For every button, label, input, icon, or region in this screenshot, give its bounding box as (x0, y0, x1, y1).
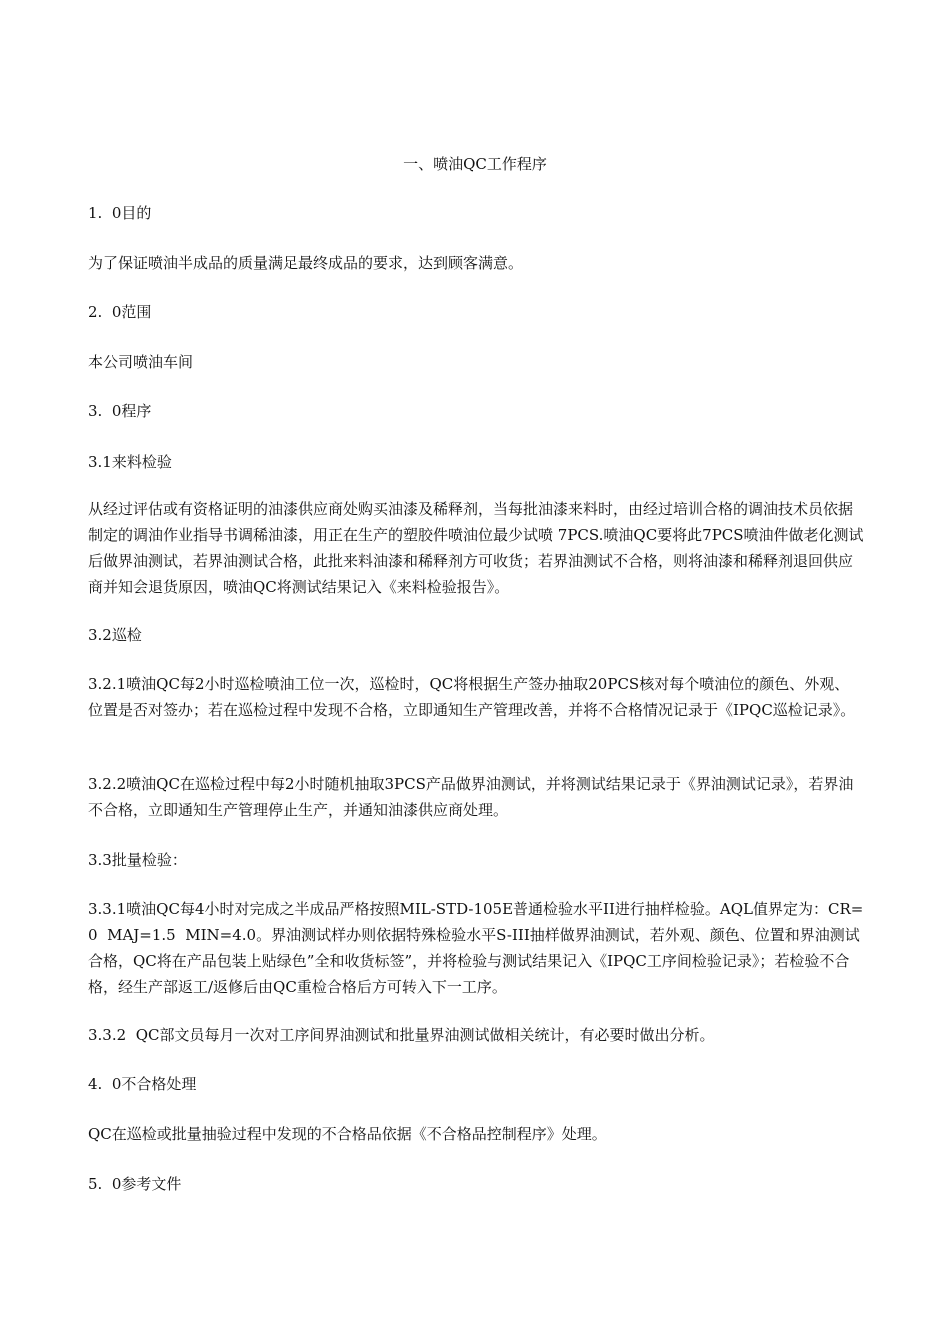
subsection-heading: 3.2巡检 (88, 626, 142, 644)
paragraph: 3.3.1喷油QC每4小时对完成之半成品严格按照MIL-STD-105E普通检验水平II进行抽样检验。AQL值界定为：CR=0 MAJ=1.5 MIN=4.0。界油测试样办则依据特殊检验水平S-III抽样做界油测试，若外观、颜色、位置和界油测试合格，QC将在产品包装上贴绿色”全和收货标签”，并将检验与测试结果记入《IPQC工序间检验记录》；若检验不合格，经生产部返工/返修后由QC重检合格后方可转入下一工序。 (88, 900, 864, 996)
paragraph: 3.2.2喷油QC在巡检过程中每2小时随机抽取3PCS产品做界油测试，并将测试结果记录于《界油测试记录》，若界油不合格，立即通知生产管理停止生产，并通知油漆供应商处理。 (88, 775, 854, 819)
paragraph: 从经过评估或有资格证明的油漆供应商处购买油漆及稀释剂，当每批油漆来料时，由经过培训合格的调油技术员依据制定的调油作业指导书调稀油漆，用正在生产的塑胶件喷油位最少试喷 7PCS.喷油QC要将此7PCS喷油件做老化测试后做界油测试，若界油测试合格，此批来料油漆和稀释剂方可收货；若界油测试不合格，则将油漆和稀释剂退回供应商并知会退货原因，喷油QC将测试结果记入《来料检验报告》。 (88, 500, 864, 596)
paragraph: 3.3.2 QC部文员每月一次对工序间界油测试和批量界油测试做相关统计，有必要时做出分析。 (88, 1026, 715, 1044)
paragraph: 3.2.1喷油QC每2小时巡检喷油工位一次，巡检时，QC将根据生产签办抽取20PCS核对每个喷油位的颜色、外观、位置是否对签办；若在巡检过程中发现不合格，立即通知生产管理改善，并将不合格情况记录于《IPQC巡检记录》。 (88, 675, 856, 719)
section-heading: 1. 0目的 (88, 204, 152, 222)
paragraph: 为了保证喷油半成品的质量满足最终成品的要求，达到顾客满意。 (88, 254, 524, 272)
subsection-heading: 3.1来料检验 (88, 453, 172, 471)
section-heading: 2. 0范围 (88, 303, 152, 321)
paragraph: QC在巡检或批量抽验过程中发现的不合格品依据《不合格品控制程序》处理。 (88, 1125, 607, 1143)
section-heading: 5. 0参考文件 (88, 1175, 182, 1193)
subsection-heading: 3.3批量检验： (88, 851, 187, 869)
section-heading: 4. 0不合格处理 (88, 1075, 197, 1093)
section-heading: 3. 0程序 (88, 402, 152, 420)
page-title: 一、喷油QC工作程序 (403, 155, 547, 173)
paragraph: 本公司喷油车间 (88, 353, 194, 371)
